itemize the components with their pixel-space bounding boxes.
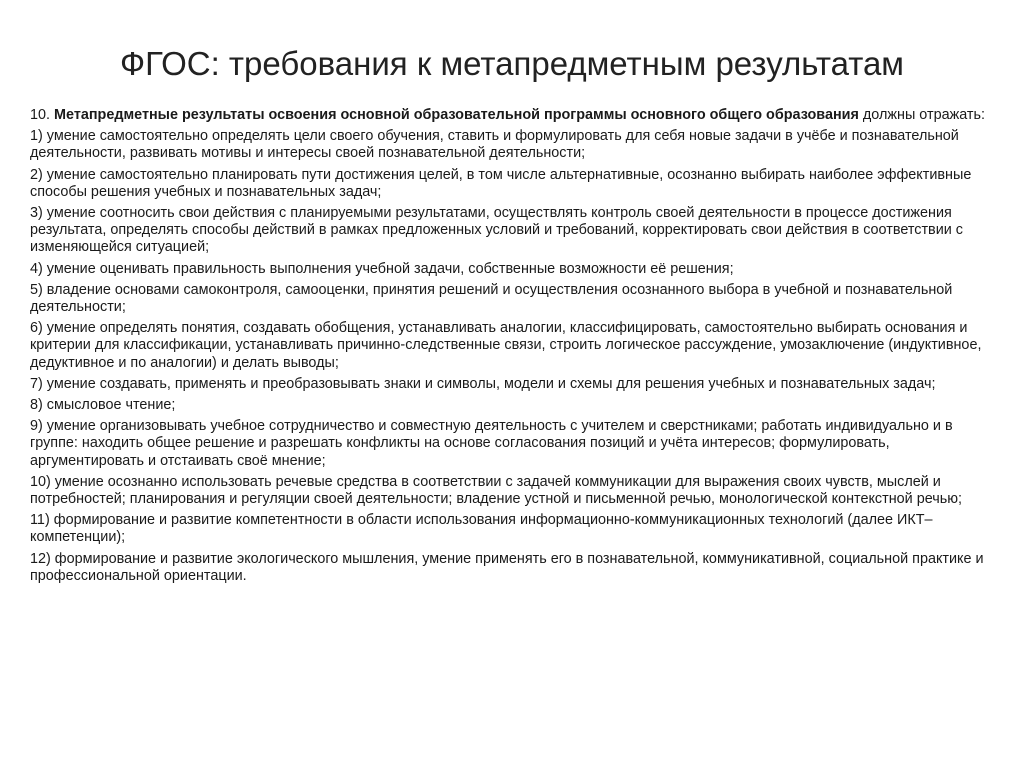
intro-rest-text: должны отражать: — [858, 107, 985, 123]
list-item-10: 10) умение осознанно использовать речевые средства в соответствии с задачей коммуникации для выражения своих чувств, мыслей и потребностей; планирования и регуляции своей деятельности; владение устной и письменной речью, монологической контекстной речью; — [30, 473, 963, 508]
list-item-7: 7) умение создавать, применять и преобразовывать знаки и символы, модели и схемы для решения учебных и познавательных задач; — [30, 375, 936, 392]
list-item-1: 1) умение самостоятельно определять цели своего обучения, ставить и формулировать для себя новые задачи в учёбе и познавательной деятельности, развивать мотивы и интересы своей познавательной деятельности; — [30, 128, 959, 162]
list-item-11: 11) формирование и развитие компетентности в области использования информационно-коммуникационных технологий (далее ИКТ– компетенции); — [30, 512, 933, 546]
slide-body — [30, 107, 998, 589]
intro-bold-text: Метапредметные результаты освоения основной образовательной программы основного общего образования — [54, 107, 859, 123]
list-item-2: 2) умение самостоятельно планировать пути достижения целей, в том числе альтернативные, осознанно выбирать наиболее эффективные способы решения учебных и познавательных задач; — [30, 166, 972, 200]
intro-paragraph — [30, 107, 998, 124]
list-item-8: 8) смысловое чтение; — [30, 397, 176, 414]
intro-number: 10. — [30, 107, 55, 123]
list-item-4: 4) умение оценивать правильность выполнения учебной задачи, собственные возможности её решения; — [30, 260, 734, 277]
list-item-6: 6) умение определять понятия, создавать обобщения, устанавливать аналогии, классифицировать, самостоятельно выбирать основания и критерии для классификации, устанавливать причинно-следственные связи, строить логическое рассуждение, умозаключение (индуктивное, дедуктивное и по аналогии) и делать выводы; — [30, 320, 982, 371]
list-item-5: 5) владение основами самоконтроля, самооценки, принятия решений и осуществления осознанного выбора в учебной и познавательной деятельности; — [30, 281, 953, 316]
list-item-3: 3) умение соотносить свои действия с планируемыми результатами, осуществлять контроль своей деятельности в процессе достижения результата, определять способы действий в рамках предложенных условий и требований, корректировать свои действия в соответствии с изменяющейся ситуацией; — [30, 205, 963, 256]
list-item-9: 9) умение организовывать учебное сотрудничество и совместную деятельность с учителем и сверстниками; работать индивидуально и в группе: находить общее решение и разрешать конфликты на основе согласования позиций и учёта интересов; формулировать, аргументировать и отстаивать своё мнение; — [30, 418, 953, 469]
slide-title: ФГОС: требования к метапредметным результатам — [119, 45, 904, 82]
list-item-12: 12) формирование и развитие экологического мышления, умение применять его в познавательной, коммуникативной, социальной практике и профессиональной ориентации. — [30, 550, 984, 584]
